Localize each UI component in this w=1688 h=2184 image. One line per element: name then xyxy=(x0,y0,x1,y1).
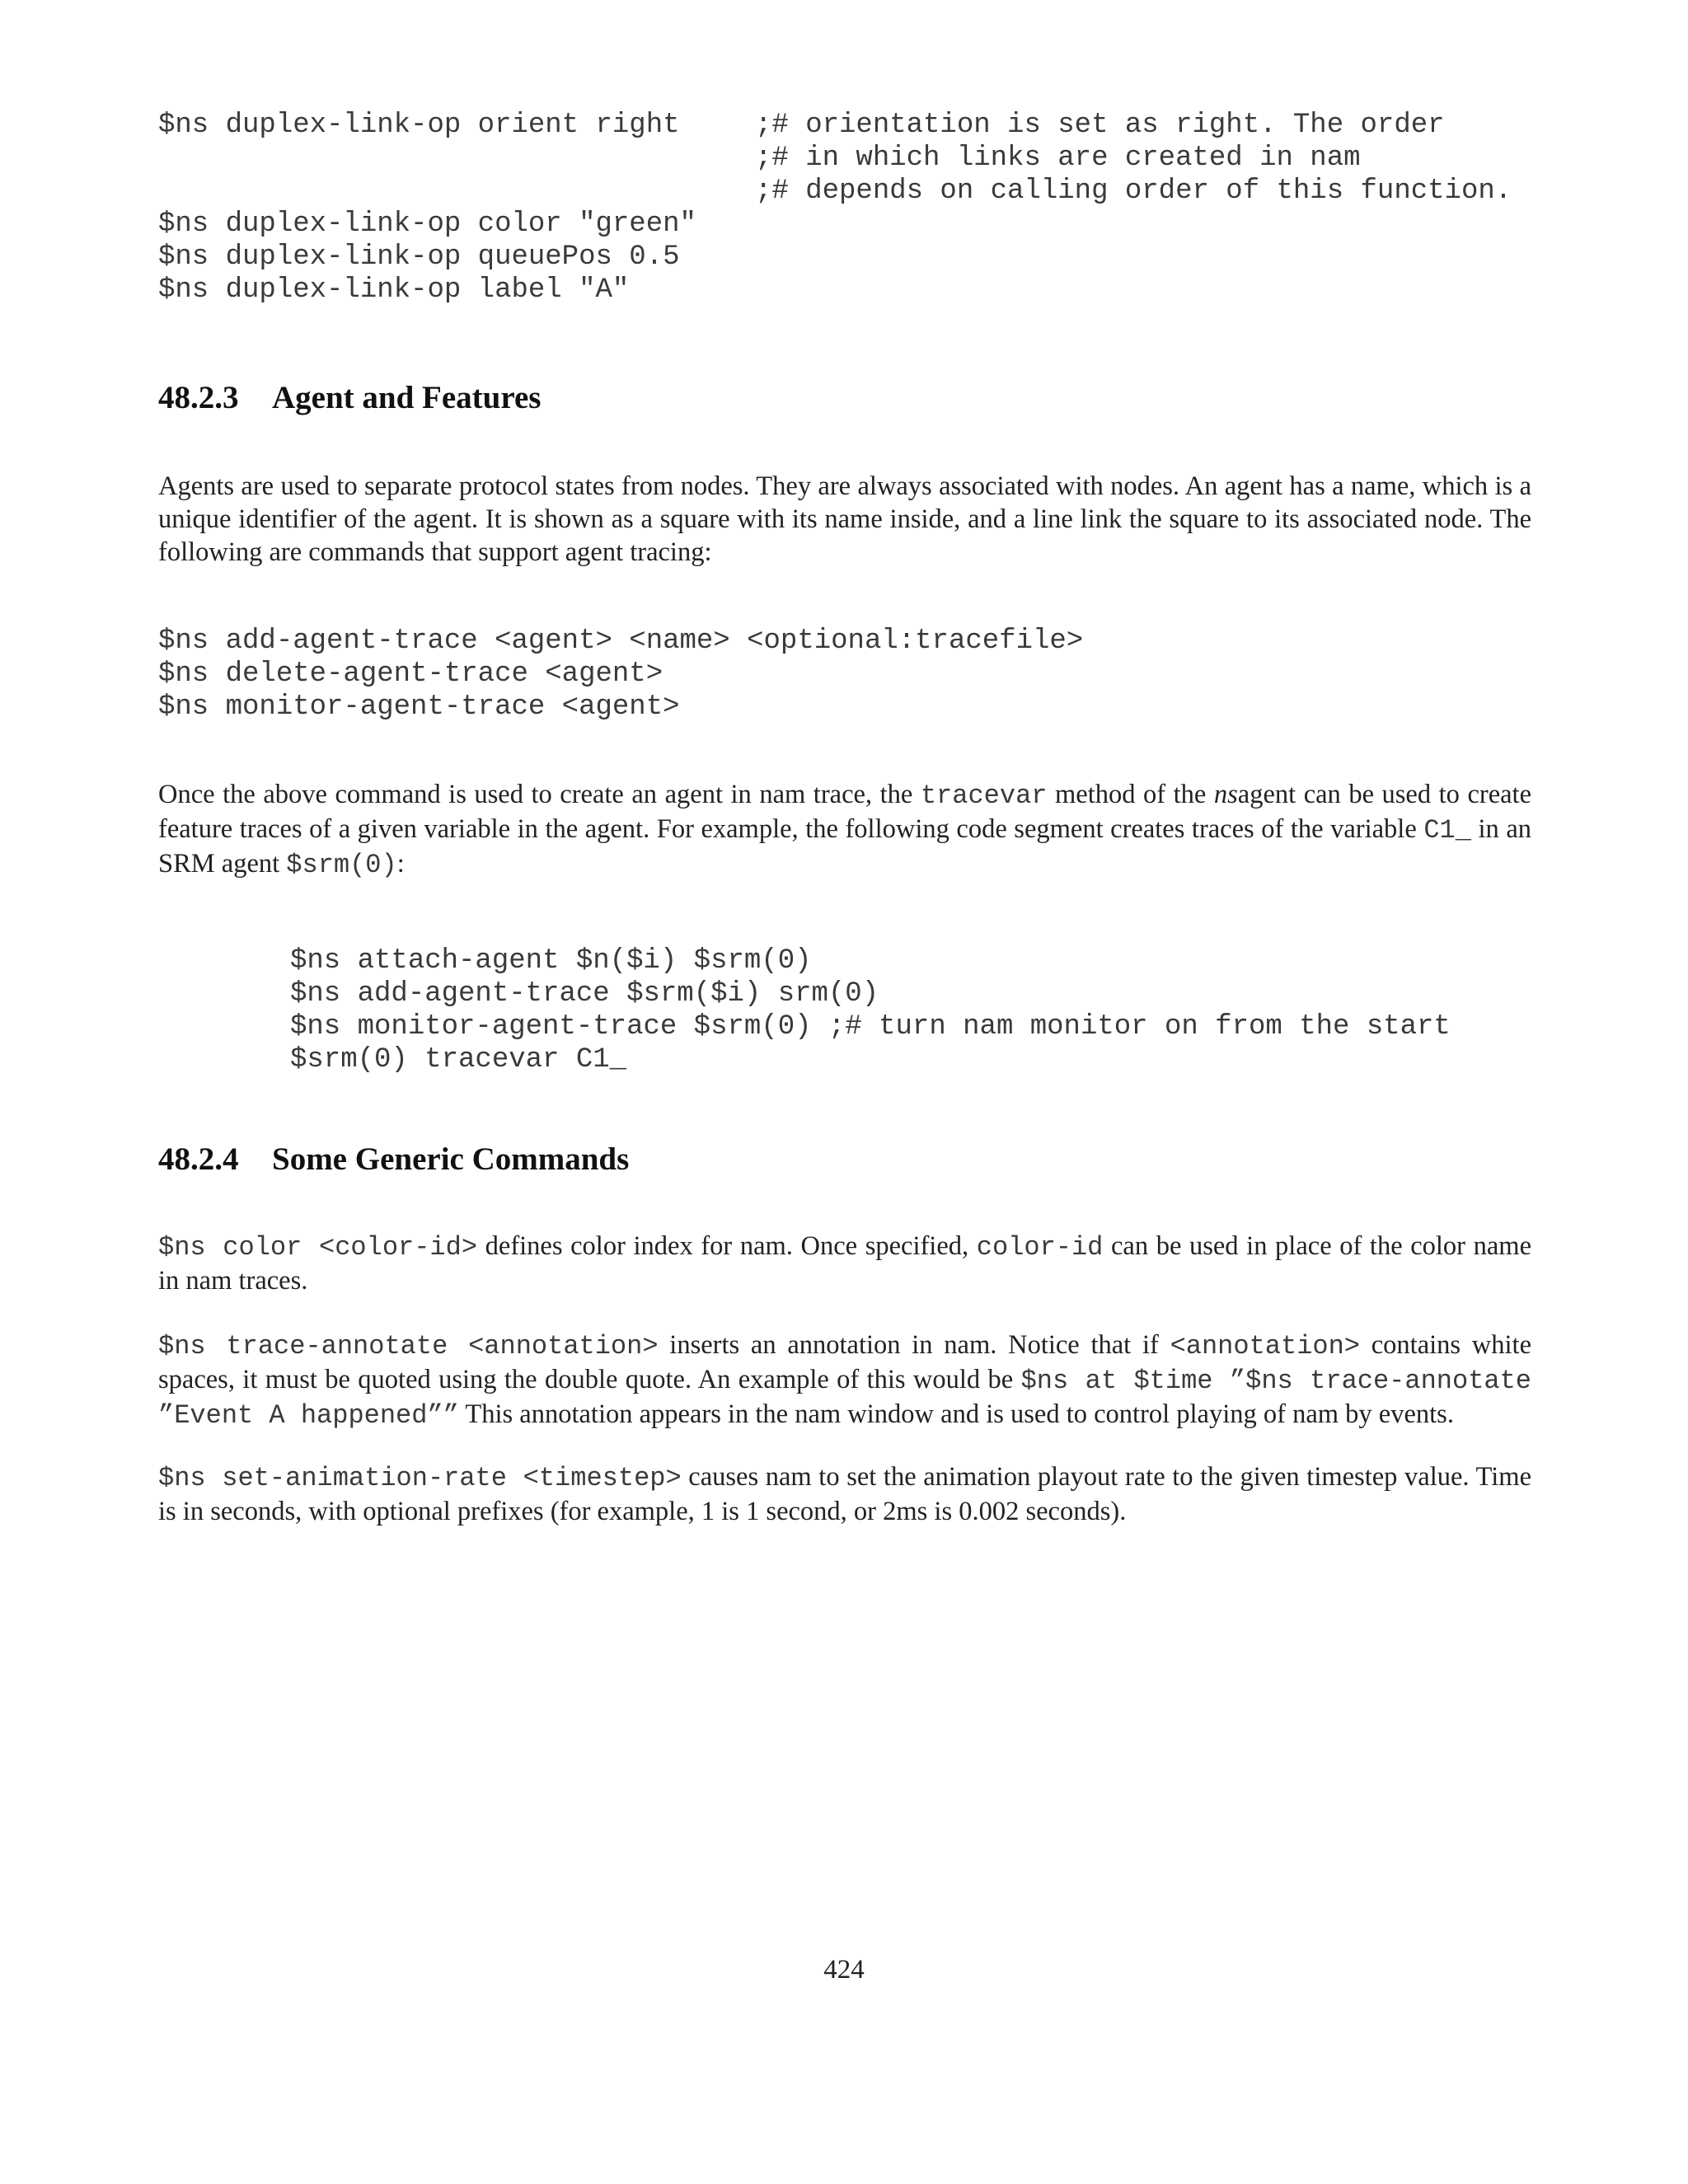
section-heading-generic xyxy=(158,1141,629,1178)
inline-code: $ns set-animation-rate <timestep> xyxy=(158,1463,682,1493)
text-run: agent can be used to create feature traces of a given variable in the agent. For example, the following code segment creates traces of the variable xyxy=(158,780,1532,844)
code-comment-line: ;# orientation is set as right. The order xyxy=(755,110,1445,141)
text-run: : xyxy=(396,849,405,879)
code-line-color: $ns duplex-link-op color "green" xyxy=(158,209,696,240)
code-line-queuepos: $ns duplex-link-op queuePos 0.5 xyxy=(158,241,680,273)
inline-code: $ns color <color-id> xyxy=(158,1232,478,1263)
code-line: $ns add-agent-trace <agent> <name> <optional:tracefile> xyxy=(158,626,1084,657)
section-number: 48.2.4 xyxy=(158,1141,239,1177)
section-title: Agent and Features xyxy=(272,380,542,415)
text-run: method of the xyxy=(1047,780,1214,809)
code-line-orient: $ns duplex-link-op orient right xyxy=(158,110,680,141)
trace-annotate-paragraph xyxy=(158,1329,1531,1432)
inline-code: color-id xyxy=(976,1232,1104,1263)
text-run: defines color index for nam. Once specified, xyxy=(477,1231,977,1261)
inline-code: $ns trace-annotate <annotation> xyxy=(158,1331,659,1361)
code-comment-line: ;# in which links are created in nam xyxy=(755,143,1361,174)
example-code-line: $ns monitor-agent-trace $srm(0) ;# turn nam monitor on from the start xyxy=(290,1011,1451,1043)
section-title: Some Generic Commands xyxy=(272,1141,630,1177)
text-run: causes nam to set the animation playout rate to the given timestep value. Time is in seconds, with optional prefixes (for example, 1 is 1 second, or 2ms is 0.002 seconds). xyxy=(158,1462,1531,1526)
inline-code: tracevar xyxy=(920,780,1048,811)
inline-code: <annotation> xyxy=(1170,1331,1360,1361)
inline-code: $srm(0) xyxy=(286,850,397,880)
example-code-line: $ns add-agent-trace $srm($i) srm(0) xyxy=(290,978,879,1010)
section-number: 48.2.3 xyxy=(158,380,239,415)
text-run: in an SRM agent xyxy=(158,814,1531,879)
section-heading-agent xyxy=(158,379,541,416)
text-run: can be used in place of the color name in nam traces. xyxy=(158,1231,1531,1296)
text-run: inserts an annotation in nam. Notice that if xyxy=(658,1330,1170,1360)
page-number: 424 xyxy=(823,1955,865,1985)
emphasis: ns xyxy=(1213,780,1238,809)
tracevar-paragraph xyxy=(158,778,1531,882)
code-line: $ns monitor-agent-trace <agent> xyxy=(158,691,680,723)
text-run: This annotation appears in the nam window and is used to control playing of nam by events. xyxy=(458,1399,1454,1429)
example-code-line: $srm(0) tracevar C1_ xyxy=(290,1044,627,1076)
inline-code: $ns at $time ”$ns trace-annotate ”Event A happened”” xyxy=(158,1366,1532,1431)
inline-code: C1_ xyxy=(1423,815,1471,846)
text-run: Once the above command is used to create an agent in nam trace, the xyxy=(158,780,921,809)
code-line-label: $ns duplex-link-op label "A" xyxy=(158,274,630,306)
code-line: $ns delete-agent-trace <agent> xyxy=(158,658,663,690)
color-command-paragraph xyxy=(158,1230,1531,1297)
text-run: contains white spaces, it must be quoted using the double quote. An example of this would be xyxy=(158,1330,1532,1394)
code-comment-line: ;# depends on calling order of this function. xyxy=(755,176,1512,207)
animation-rate-paragraph xyxy=(158,1460,1531,1528)
agent-intro-paragraph: Agents are used to separate protocol states from nodes. They are always associated with nodes. An agent has a name, which is a unique identifier of the agent. It is shown as a square with its name inside, and a line link the square to its associated node. The following are commands that support agent tracing: xyxy=(158,471,1531,567)
example-code-line: $ns attach-agent $n($i) $srm(0) xyxy=(290,945,812,977)
